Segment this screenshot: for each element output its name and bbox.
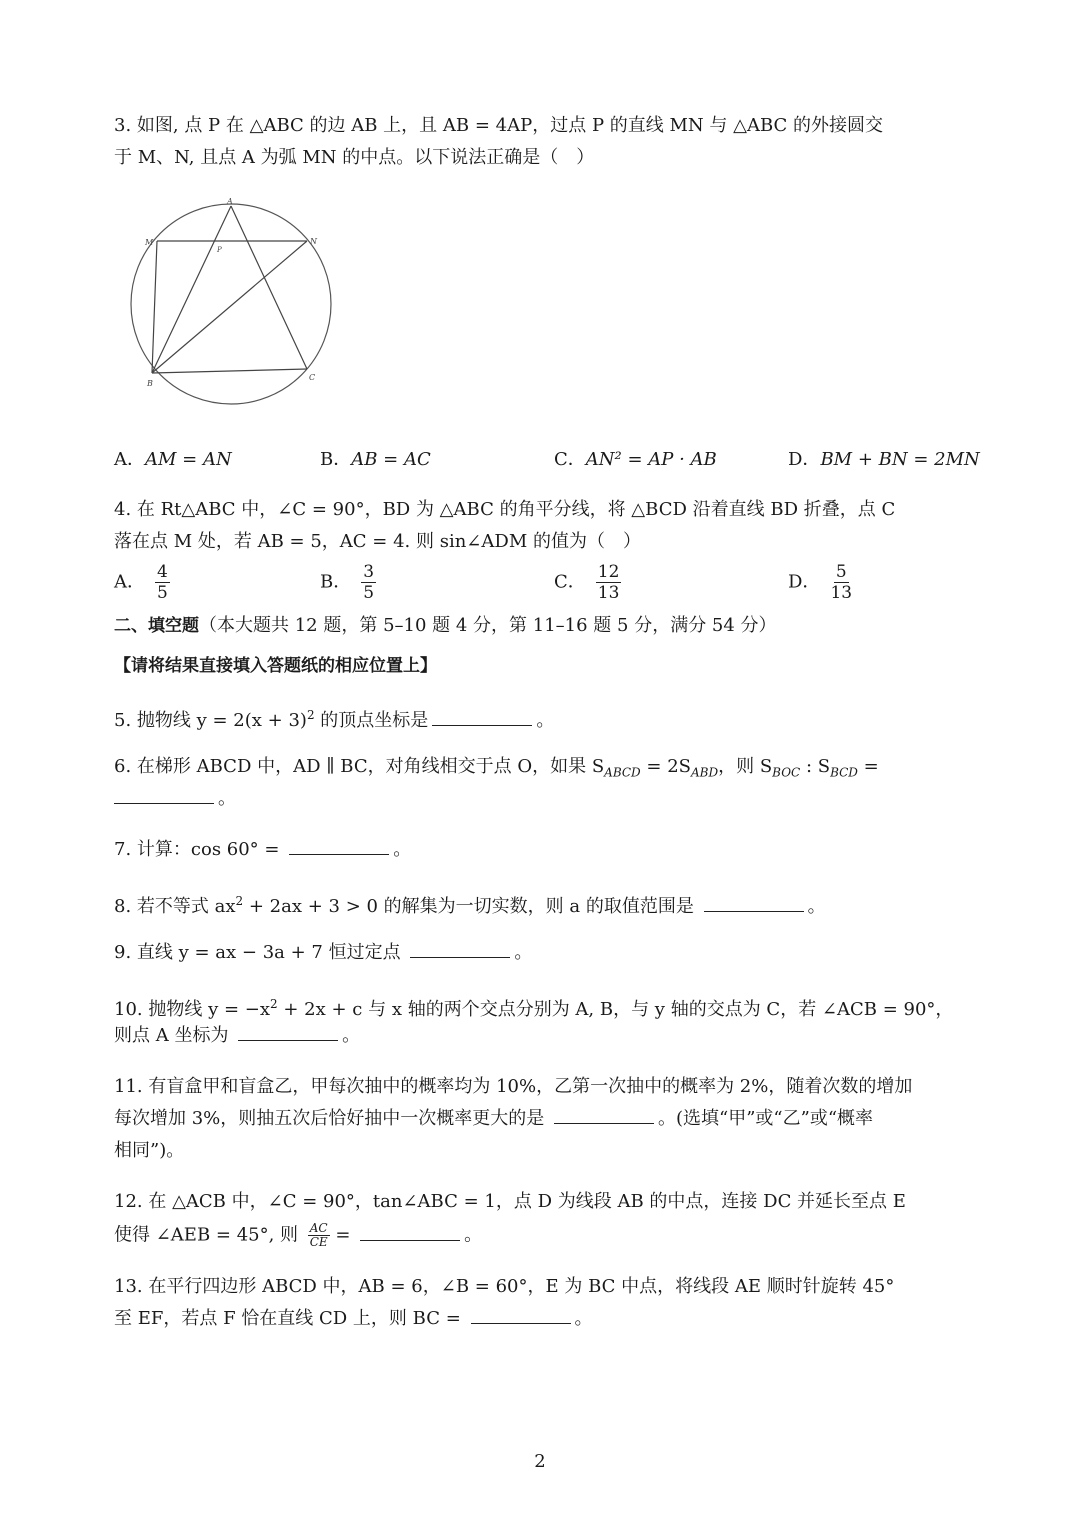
- q13-answer-blank: [471, 1307, 571, 1324]
- label-a: A: [227, 197, 233, 206]
- q8-text: 8. 若不等式 $ax^2 + 2ax + 3 > 0$ 的解集为一切实数，则 a 的取值范围是 。: [114, 894, 826, 917]
- q13-text-line1: 13. 在平行四边形 ABCD 中，AB = 6，∠B = 60°，E 为 BC 中点，将线段 AE 顺时针旋转 45°: [114, 1276, 895, 1297]
- segment-bc: [152, 369, 307, 373]
- q8-answer-blank: [704, 895, 804, 912]
- q11-text-line2: 每次增加 3%，则抽五次后恰好抽中一次概率更大的是 。(选填“甲”或“乙”或“概率: [114, 1108, 874, 1129]
- label-p: P: [217, 246, 222, 254]
- q13-text-line2: 至 EF，若点 F 恰在直线 CD 上，则 BC = 。: [114, 1308, 593, 1329]
- q7-answer-blank: [289, 838, 389, 855]
- q6-answer-blank: [114, 787, 214, 804]
- q9-answer-blank: [410, 941, 510, 958]
- segment-bn: [152, 241, 307, 373]
- q6-text-line1: 6. 在梯形 ABCD 中，AD ∥ BC，对角线相交于点 O，如果 $S_{ABCD} = 2S_{ABD}$，则 $S_{BOC}$ : $S_{BCD}$ =: [114, 756, 879, 780]
- q12-fraction: $\frac{AC}{CE}$: [309, 1221, 328, 1249]
- q12-text-line2: 使得 ∠AEB = 45°, 则 $\frac{AC}{CE}$ = 。: [114, 1221, 483, 1249]
- q10-answer-blank: [238, 1024, 338, 1041]
- q4-text-line2: 落在点 M 处，若 AB = 5，AC = 4. 则 sin∠ADM 的值为（ ）: [114, 531, 641, 552]
- label-b: B: [147, 379, 153, 388]
- segment-ab: [152, 206, 231, 373]
- q12-text-line1: 12. 在 △ACB 中，∠C = 90°，tan∠ABC = 1，点 D 为线段 AB 的中点，连接 DC 并延长至点 E: [114, 1191, 906, 1212]
- q6-text-line2: 。: [110, 787, 236, 811]
- q3-circle-diagram: [125, 195, 340, 415]
- q11-text-line3: 相同”)。: [114, 1140, 185, 1161]
- q5-answer-blank: [432, 709, 532, 726]
- q12-answer-blank: [360, 1224, 460, 1241]
- q3-text-line1: 3. 如图, 点 P 在 △ABC 的边 AB 上，且 AB = 4AP，过点 P 的直线 MN 与 △ABC 的外接圆交: [114, 115, 884, 136]
- q4-option-b: B． $\frac{3}{5}$: [320, 562, 375, 603]
- q4-text-line1: 4. 在 Rt△ABC 中，∠C = 90°，BD 为 △ABC 的角平分线，将 △BCD 沿着直线 BD 折叠，点 C: [114, 499, 896, 520]
- q3-option-a: A．AM = AN: [114, 449, 232, 470]
- q3-option-c: C．AN² = AP · AB: [554, 449, 717, 470]
- label-n: N: [310, 237, 317, 246]
- section-title: 二、填空题: [114, 616, 199, 636]
- q11-answer-blank: [554, 1107, 654, 1124]
- q10-text-line2: 则点 A 坐标为 。: [114, 1025, 361, 1046]
- q4-option-d: D． $\frac{5}{13}$: [788, 562, 853, 603]
- segment-bm: [152, 241, 157, 373]
- segment-ac: [231, 206, 307, 369]
- q7-text: 7. 计算：cos 60° = 。: [114, 839, 412, 860]
- q10-text-line1: 10. 抛物线 $y = -x^2 + 2x + c$ 与 x 轴的两个交点分别为 A, B，与 y 轴的交点为 C，若 ∠ACB = 90°，: [114, 997, 954, 1020]
- section-note: 【请将结果直接填入答题纸的相应位置上】: [114, 656, 437, 676]
- q3-option-b: B．AB = AC: [320, 449, 431, 470]
- q11-text-line1: 11. 有盲盒甲和盲盒乙，甲每次抽中的概率均为 10%，乙第一次抽中的概率为 2%，随着次数的增加: [114, 1076, 913, 1097]
- q9-text: 9. 直线 y = ax − 3a + 7 恒过定点 。: [114, 942, 533, 963]
- label-m: M: [145, 238, 154, 247]
- label-c: C: [309, 373, 316, 382]
- page-number: 2: [534, 1451, 546, 1472]
- q4-option-c: C． $\frac{12}{13}$: [554, 562, 620, 603]
- circumcircle: [131, 204, 331, 404]
- section-header: [114, 614, 777, 638]
- section-desc: （本大题共 12 题，第 5–10 题 4 分，第 11–16 题 5 分，满分 54 分）: [199, 615, 777, 636]
- q5-text: 5. 抛物线 $y = 2(x + 3)^2$ 的顶点坐标是 。: [114, 708, 555, 731]
- q3-option-d: D．BM + BN = 2MN: [788, 449, 980, 470]
- q4-option-a: A． $\frac{4}{5}$: [114, 562, 168, 603]
- q3-text-line2: 于 M、N, 且点 A 为弧 MN 的中点。以下说法正确是（ ）: [114, 147, 595, 168]
